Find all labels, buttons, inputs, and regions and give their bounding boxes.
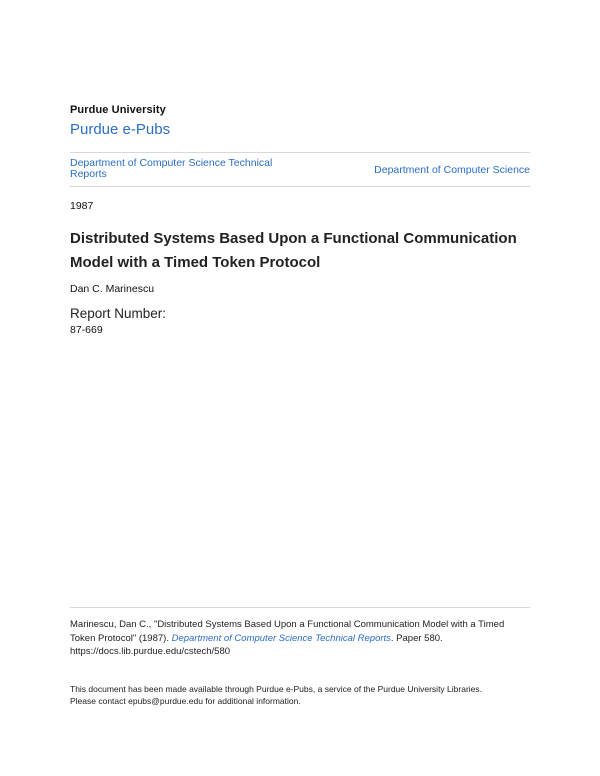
citation-text: Marinescu, Dan C., "Distributed Systems Based Upon a Functional Communication Model with a Timed Token Protocol" (1987). [70, 619, 505, 644]
department-link[interactable]: Department of Computer Science [374, 164, 530, 176]
citation-series-link[interactable]: Department of Computer Science Technical Reports [171, 632, 391, 644]
author-name: Dan C. Marinescu [70, 283, 155, 295]
repository-link[interactable]: Purdue e-Pubs [70, 121, 171, 138]
divider-bottom [70, 186, 530, 187]
document-title: Distributed Systems Based Upon a Functional Communication Model with a Timed Token Protocol [70, 230, 517, 271]
divider-top [70, 152, 530, 153]
publication-year: 1987 [70, 200, 94, 212]
availability-notice [70, 683, 530, 707]
citation-url[interactable]: https://docs.lib.purdue.edu/cstech/580 [70, 646, 231, 657]
citation-paper: . Paper 580. [390, 632, 443, 644]
notice-line-2: Please contact epubs@purdue.edu for additional information. [70, 696, 301, 706]
citation-block [70, 618, 530, 659]
report-number-value: 87-669 [70, 324, 103, 336]
divider-citation [70, 607, 530, 608]
report-number-label: Report Number: [70, 306, 167, 321]
series-link[interactable]: Department of Computer Science Technical Reports [70, 157, 273, 180]
institution-name: Purdue University [70, 104, 166, 116]
notice-line-1: This document has been made available through Purdue e-Pubs, a service of the Purdue University Libraries. [70, 684, 483, 694]
